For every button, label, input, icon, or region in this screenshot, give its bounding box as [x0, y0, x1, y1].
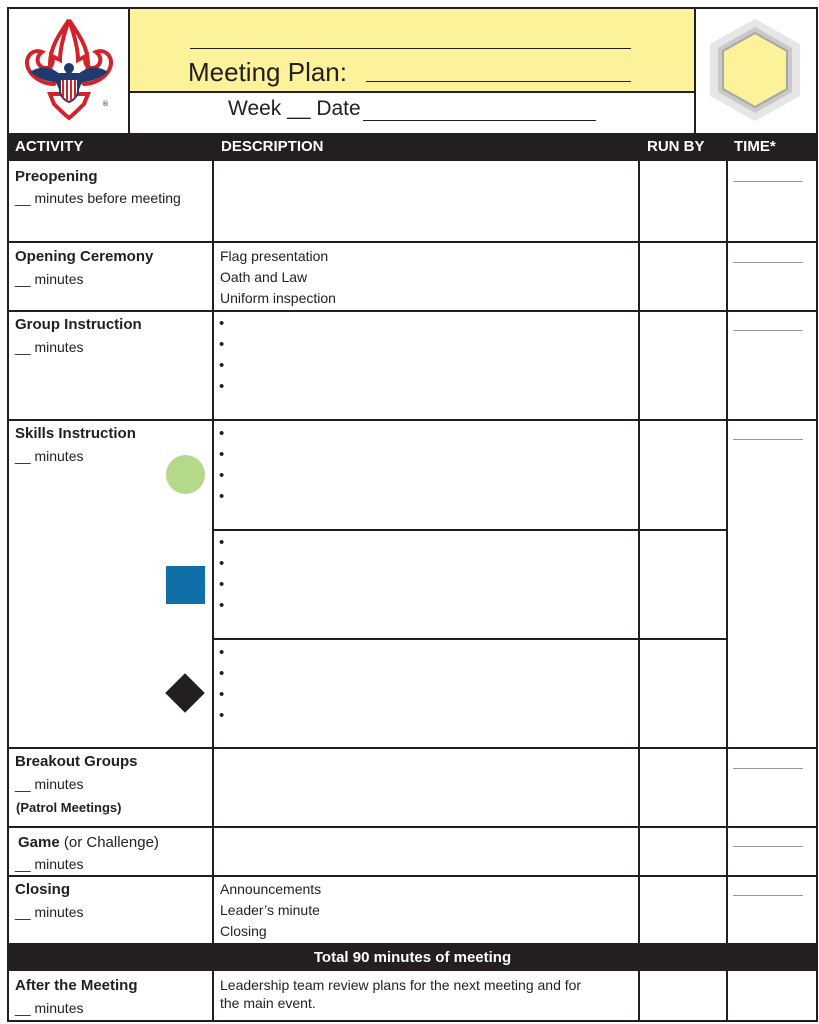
bullet: • — [219, 686, 225, 703]
opening-minutes: __ minutes — [15, 271, 84, 287]
skills-bullets-3 — [219, 642, 224, 726]
badge-divider — [694, 7, 696, 133]
game-title: Game — [18, 834, 60, 851]
bullet: • — [219, 488, 225, 505]
col-divider-3-after — [726, 971, 728, 1021]
page-title: Meeting Plan: — [188, 57, 347, 87]
svg-text:®: ® — [102, 100, 109, 108]
opening-title: Opening Ceremony — [15, 248, 154, 265]
desc-line: Leader’s minute — [220, 902, 320, 918]
subrow-divider — [212, 638, 728, 640]
game-title-suffix: (or Challenge) — [59, 834, 159, 851]
opening-description — [220, 246, 336, 309]
bullet: • — [219, 425, 225, 442]
desc-line: Closing — [220, 923, 267, 939]
skills-bullets-2 — [219, 532, 224, 616]
col-divider-2-after — [638, 971, 640, 1021]
bullet: • — [219, 644, 225, 661]
desc-line: Flag presentation — [220, 248, 329, 264]
subrow-divider — [212, 529, 728, 531]
closing-description — [220, 879, 321, 942]
time-blank — [733, 846, 803, 847]
bullet: • — [219, 467, 225, 484]
bullet: • — [219, 576, 225, 593]
row-divider — [7, 875, 818, 877]
bullet: • — [219, 707, 225, 724]
time-blank — [733, 895, 803, 896]
bullet: • — [219, 336, 225, 353]
col-divider-1-after — [212, 971, 214, 1021]
skills-minutes: __ minutes — [15, 448, 84, 464]
bullet: • — [219, 315, 225, 332]
after-title: After the Meeting — [15, 977, 138, 994]
breakout-minutes: __ minutes — [15, 776, 84, 792]
row-divider — [7, 241, 818, 243]
after-minutes: __ minutes — [15, 1000, 84, 1016]
time-blank — [733, 768, 803, 769]
col-run-by: RUN BY — [647, 138, 705, 155]
bullet: • — [219, 378, 225, 395]
group-title: Group Instruction — [15, 316, 142, 333]
group-minutes: __ minutes — [15, 339, 84, 355]
group-bullets — [219, 313, 224, 397]
time-blank — [733, 330, 803, 331]
green-circle-icon — [166, 455, 205, 494]
hexagon-rank-badge — [706, 17, 804, 123]
row-divider — [7, 747, 818, 749]
col-time: TIME* — [734, 138, 776, 155]
desc-line: Oath and Law — [220, 269, 308, 285]
bullet: • — [219, 597, 225, 614]
bullet: • — [219, 555, 225, 572]
blue-square-icon — [166, 566, 205, 604]
breakout-note: (Patrol Meetings) — [16, 800, 122, 815]
title-blank-line-top — [190, 48, 631, 49]
breakout-title: Breakout Groups — [15, 753, 138, 770]
bullet: • — [219, 665, 225, 682]
desc-line: Leadership team review plans for the next meeting and for — [220, 977, 582, 993]
preopening-title: Preopening — [15, 168, 98, 185]
closing-title: Closing — [15, 881, 70, 898]
row-divider — [7, 310, 818, 312]
time-blank — [733, 262, 803, 263]
skills-title: Skills Instruction — [15, 425, 136, 442]
total-minutes-label: Total 90 minutes of meeting — [313, 949, 512, 966]
bullet: • — [219, 357, 225, 374]
desc-line: Announcements — [220, 881, 322, 897]
game-minutes: __ minutes — [15, 856, 84, 872]
bullet: • — [219, 534, 225, 551]
col-activity: ACTIVITY — [15, 138, 84, 155]
bullet: • — [219, 446, 225, 463]
skills-bullets-1 — [219, 423, 224, 507]
closing-minutes: __ minutes — [15, 904, 84, 920]
desc-line: the main event. — [220, 995, 316, 1011]
desc-line: Uniform inspection — [220, 290, 336, 306]
preopening-minutes: __ minutes before meeting — [15, 190, 181, 206]
game-title-wrap — [18, 834, 159, 851]
date-blank-line — [363, 120, 596, 121]
title-blank-line — [366, 81, 631, 82]
frame-bottom — [7, 1020, 818, 1022]
time-blank — [733, 439, 803, 440]
black-diamond-icon — [165, 673, 205, 713]
row-divider — [7, 419, 818, 421]
time-blank — [733, 181, 803, 182]
row-divider — [7, 826, 818, 828]
week-date-label: Week __ Date — [228, 97, 361, 120]
fleur-de-lis-emblem — [20, 18, 118, 122]
col-description: DESCRIPTION — [221, 138, 324, 155]
after-description — [220, 976, 581, 1012]
